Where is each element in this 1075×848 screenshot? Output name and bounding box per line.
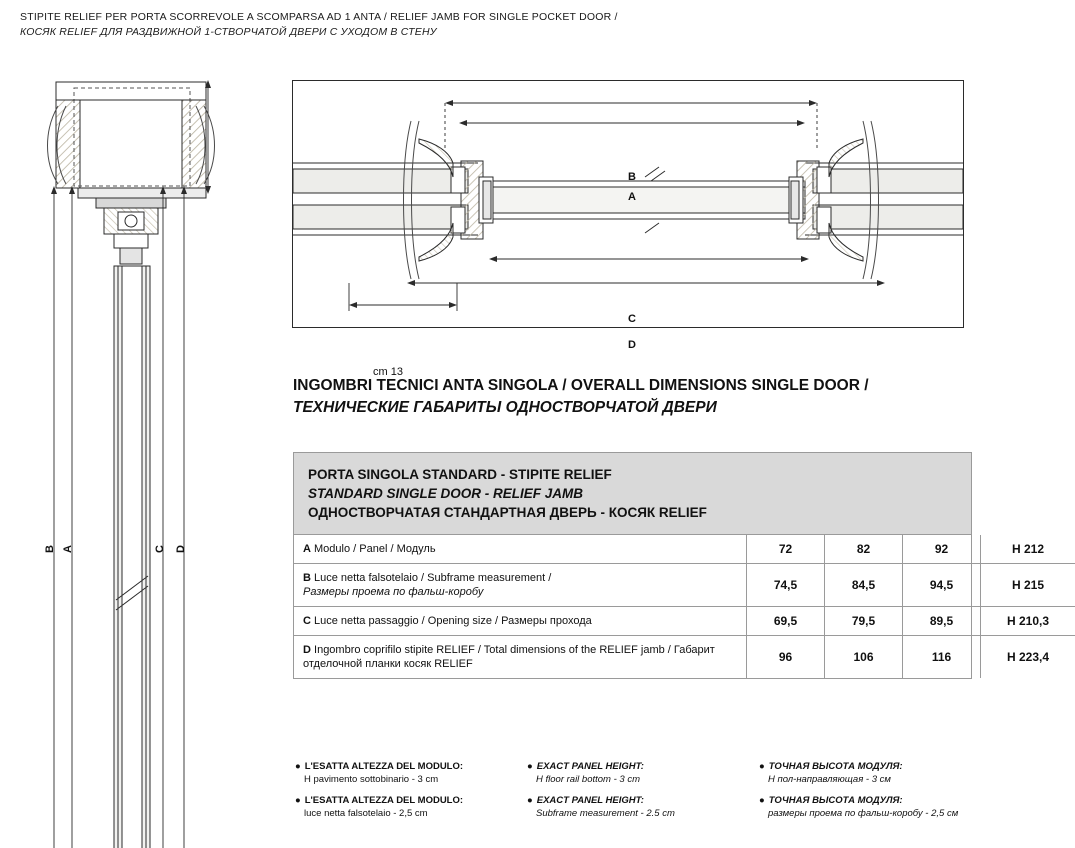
- plan-note-cm13: cm 13: [373, 366, 403, 378]
- row-C-value-795: 79,5: [825, 607, 903, 636]
- row-text-B-line2: Размеры проема по фальш-коробу: [303, 586, 484, 598]
- note-it-1-sub: H pavimento sottobinario - 3 cm: [304, 774, 439, 785]
- row-D-value-116: 116: [903, 636, 981, 679]
- table-header-line3: ОДНОСТВОРЧАТАЯ СТАНДАРТНАЯ ДВЕРЬ - КОСЯК RELIEF: [308, 505, 707, 520]
- footnotes-russian: [759, 760, 975, 828]
- row-text-B: Luce netta falsotelaio / Subframe measurement /: [314, 572, 552, 584]
- elevation-drawing: [18, 70, 268, 840]
- row-letter-C: C: [303, 615, 311, 627]
- row-A-value-82: 82: [825, 535, 903, 564]
- row-label-C: [294, 607, 747, 636]
- row-D-value-96: 96: [747, 636, 825, 679]
- document-header: [20, 10, 720, 40]
- note-ru-2: [759, 794, 975, 820]
- specifications-table: [293, 452, 1050, 679]
- plan-section-drawing: [292, 80, 964, 378]
- section-title-line1: INGOMBRI TECNICI ANTA SINGOLA / OVERALL DIMENSIONS SINGLE DOOR /: [293, 377, 869, 394]
- row-A-value-92: 92: [903, 535, 981, 564]
- plan-dim-label-D: D: [628, 339, 636, 351]
- row-B-value-845: 84,5: [825, 564, 903, 607]
- note-ru-2-sub: размеры проема по фальш-коробу - 2,5 см: [768, 808, 959, 819]
- plan-dim-label-A: A: [628, 191, 636, 203]
- row-C-value-height: H 210,3: [981, 607, 1075, 636]
- note-en-2-sub: Subframe measurement - 2.5 cm: [536, 808, 675, 819]
- row-B-value-height: H 215: [981, 564, 1075, 607]
- plan-door-panel: [493, 167, 805, 233]
- elevation-dim-label-B: B: [43, 545, 56, 553]
- row-C-value-695: 69,5: [747, 607, 825, 636]
- row-label-B: [294, 564, 747, 607]
- table-row: [294, 535, 1075, 564]
- bullet-icon: ●: [295, 761, 301, 772]
- plan-dim-label-B: B: [628, 171, 636, 183]
- row-text-D-line2: отделочной планки косяк RELIEF: [303, 658, 473, 670]
- note-ru-1: [759, 760, 975, 786]
- row-A-value-72: 72: [747, 535, 825, 564]
- note-it-1-title: ● L'ESATTA ALTEZZA DEL MODULO:: [295, 761, 464, 772]
- bullet-icon: ●: [527, 795, 533, 806]
- plan-left-jamb: [404, 121, 494, 279]
- row-label-D: [294, 636, 747, 679]
- elevation-door-leaf: [48, 266, 218, 848]
- footnotes-english: [527, 760, 743, 828]
- note-en-2-title: ● EXACT PANEL HEIGHT:: [527, 795, 644, 806]
- note-ru-1-sub: Н пол-направляющая - 3 см: [768, 774, 891, 785]
- elevation-head-detail: [48, 82, 215, 264]
- table-header-line2: STANDARD SINGLE DOOR - RELIEF JAMB: [308, 486, 584, 501]
- row-A-value-height: H 212: [981, 535, 1075, 564]
- plan-right-jamb: [789, 121, 879, 279]
- footnotes-italian: [295, 760, 511, 828]
- elevation-dim-label-D: D: [174, 545, 187, 553]
- bullet-icon: ●: [759, 761, 765, 772]
- row-letter-A: A: [303, 543, 311, 555]
- row-B-value-945: 94,5: [903, 564, 981, 607]
- note-en-1-title: ● EXACT PANEL HEIGHT:: [527, 761, 644, 772]
- row-text-D: Ingombro coprifilo stipite RELIEF / Total dimensions of the RELIEF jamb / Габарит: [314, 644, 715, 656]
- note-it-2-sub: luce netta falsotelaio - 2,5 cm: [304, 808, 428, 819]
- bullet-icon: ●: [527, 761, 533, 772]
- header-line-italian-english: STIPITE RELIEF PER PORTA SCORREVOLE A SCOMPARSA AD 1 ANTA / RELIEF JAMB FOR SINGLE POCKET DOOR /: [20, 11, 618, 23]
- note-it-2-title: ● L'ESATTA ALTEZZA DEL MODULO:: [295, 795, 464, 806]
- table-row: [294, 564, 1075, 607]
- header-line-russian: КОСЯК RELIEF ДЛЯ РАЗДВИЖНОЙ 1-СТВОРЧАТОЙ ДВЕРИ С УХОДОМ В СТЕНУ: [20, 26, 437, 38]
- plan-dim-label-C: C: [628, 313, 636, 325]
- table-header-line1: PORTA SINGOLA STANDARD - STIPITE RELIEF: [308, 467, 612, 482]
- row-C-value-895: 89,5: [903, 607, 981, 636]
- table-header: [294, 453, 971, 535]
- table-row: [294, 607, 1075, 636]
- elevation-dim-label-A: A: [61, 545, 74, 553]
- row-text-A: Modulo / Panel / Модуль: [314, 543, 436, 555]
- row-letter-D: D: [303, 644, 311, 656]
- note-en-1-sub: H floor rail bottom - 3 cm: [536, 774, 640, 785]
- dimensions-table: [294, 535, 1075, 678]
- row-D-value-height: H 223,4: [981, 636, 1075, 679]
- note-it-1: [295, 760, 511, 786]
- section-title: [293, 375, 973, 419]
- row-label-A: [294, 535, 747, 564]
- section-title-line2: ТЕХНИЧЕСКИЕ ГАБАРИТЫ ОДНОСТВОРЧАТОЙ ДВЕРИ: [293, 399, 717, 416]
- row-letter-B: B: [303, 572, 311, 584]
- note-en-1: [527, 760, 743, 786]
- note-ru-2-title: ● ТОЧНАЯ ВЫСОТА МОДУЛЯ:: [759, 795, 903, 806]
- row-B-value-745: 74,5: [747, 564, 825, 607]
- bullet-icon: ●: [759, 795, 765, 806]
- bullet-icon: ●: [295, 795, 301, 806]
- footnotes: [295, 760, 975, 828]
- row-D-value-106: 106: [825, 636, 903, 679]
- note-en-2: [527, 794, 743, 820]
- note-ru-1-title: ● ТОЧНАЯ ВЫСОТА МОДУЛЯ:: [759, 761, 903, 772]
- table-row: [294, 636, 1075, 679]
- note-it-2: [295, 794, 511, 820]
- row-text-C: Luce netta passaggio / Opening size / Размеры прохода: [314, 615, 592, 627]
- elevation-dim-label-C: C: [153, 545, 166, 553]
